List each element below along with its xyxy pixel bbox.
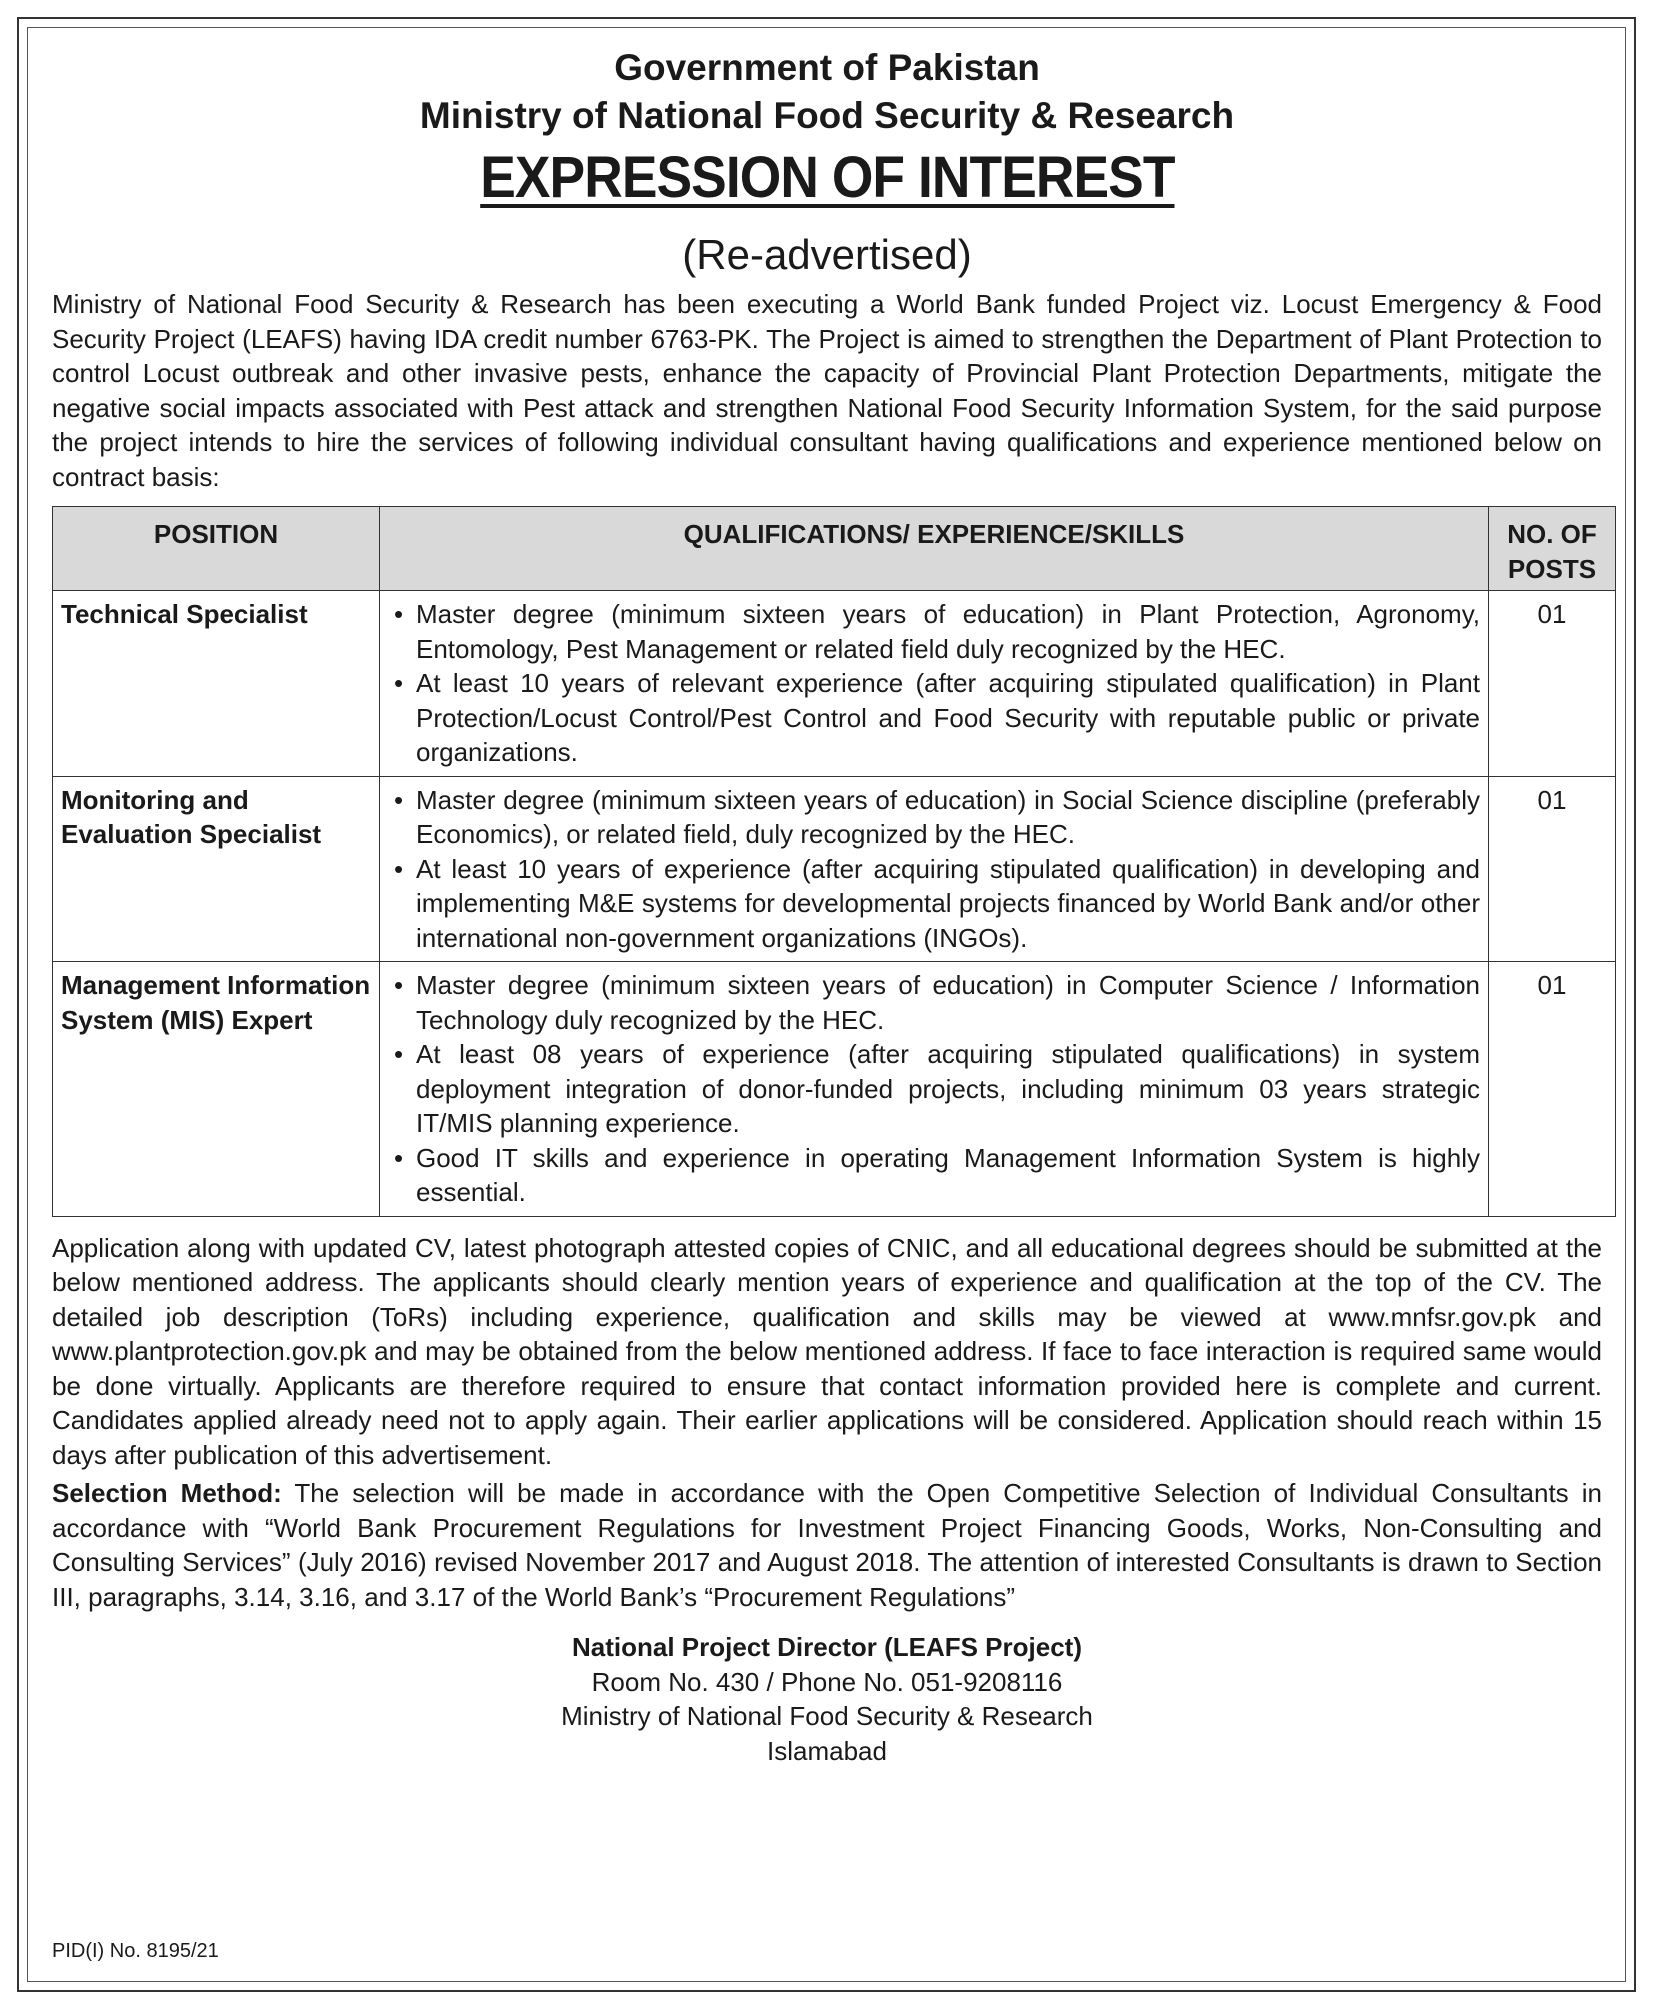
selection-text: The selection will be made in accordance with the Open Competitive Selection of Individual Consultants in accordance with “World Bank Procurement Regulations for Investment Project Financing Goods, Works, Non-Consulting and Consulting Services” (July 2016) revised November 2017 and August 2018. The attention of interested Consultants is drawn to Section III, paragraphs, 3.14, 3.16, and 3.17 of the World Bank’s “Procurement Regulations” xyxy=(52,1478,1602,1612)
signature-block xyxy=(52,1630,1602,1768)
positions-table xyxy=(52,506,1616,1217)
signature-title: National Project Director (LEAFS Project) xyxy=(572,1632,1082,1662)
table-row xyxy=(53,962,1616,1217)
selection-label: Selection Method: xyxy=(52,1478,282,1508)
document-title-text: EXPRESSION OF INTEREST xyxy=(479,145,1175,210)
qualification-item: • At least 10 years of relevant experience (after acquiring stipulated qualification) in Plant Protection/Locust Control/Pest Control and Food Security with reputable public or private organizations. xyxy=(416,666,1480,770)
position-name: Management Information System (MIS) Expert xyxy=(53,962,380,1217)
position-name: Monitoring and Evaluation Specialist xyxy=(53,776,380,962)
table-header-row xyxy=(53,507,1616,591)
header-qualifications: QUALIFICATIONS/ EXPERIENCE/SKILLS xyxy=(380,507,1489,591)
qualification-item: • Master degree (minimum sixteen years of education) in Plant Protection, Agronomy, Entomology, Pest Management or related field duly recognized by the HEC. xyxy=(416,597,1480,666)
document-title xyxy=(52,146,1602,225)
selection-paragraph xyxy=(52,1476,1602,1614)
position-name: Technical Specialist xyxy=(53,591,380,777)
qualification-list xyxy=(388,968,1480,1210)
qualification-item: • At least 08 years of experience (after acquiring stipulated qualifications) in system deployment integration of donor-funded projects, including minimum 03 years strategic IT/MIS planning experience. xyxy=(416,1037,1480,1141)
application-paragraph: Application along with updated CV, latest photograph attested copies of CNIC, and all educational degrees should be submitted at the below mentioned address. The applicants should clearly mention years of experience and qualification at the top of the CV. The detailed job description (ToRs) including experience, qualification and skills may be viewed at www.mnfsr.gov.pk and www.plantprotection.gov.pk and may be obtained from the below mentioned address. If face to face interaction is required same would be done virtually. Applicants are therefore required to ensure that contact information provided here is complete and current. Candidates applied already need not to apply again. Their earlier applications will be considered. Application should reach within 15 days after publication of this advertisement. xyxy=(52,1232,1602,1470)
advertisement xyxy=(52,44,1602,1768)
table-row xyxy=(53,776,1616,962)
header-posts: NO. OF POSTS xyxy=(1489,507,1616,591)
signature-room: Room No. 430 / Phone No. 051-9208116 xyxy=(591,1666,1063,1697)
posts-count: 01 xyxy=(1489,776,1616,962)
ministry-heading: Ministry of National Food Security & Research xyxy=(419,95,1235,136)
government-heading: Government of Pakistan xyxy=(614,47,1040,88)
qualifications-cell xyxy=(380,776,1489,962)
qualification-item: • Good IT skills and experience in operating Management Information System is highly essential. xyxy=(416,1141,1480,1210)
signature-city: Islamabad xyxy=(767,1735,887,1766)
intro-paragraph: Ministry of National Food Security & Research has been executing a World Bank funded Project viz. Locust Emergency & Food Security Project (LEAFS) having IDA credit number 6763-PK. The Project is aimed to strengthen the Department of Plant Protection to control Locust outbreak and other invasive pests, enhance the capacity of Provincial Plant Protection Departments, mitigate the negative social impacts associated with Pest attack and strengthen National Food Security Information System, for the said purpose the project intends to hire the services of following individual consultant having qualifications and experience mentioned below on contract basis: xyxy=(52,289,1602,492)
table-row xyxy=(53,591,1616,777)
qualification-item: • Master degree (minimum sixteen years of education) in Social Science discipline (preferably Economics), or related field, duly recognized by the HEC. xyxy=(416,783,1480,852)
qualifications-cell xyxy=(380,591,1489,777)
document-subtitle: (Re-advertised) xyxy=(682,231,972,278)
posts-count: 01 xyxy=(1489,591,1616,777)
qualification-item: • Master degree (minimum sixteen years of education) in Computer Science / Information Technology duly recognized by the HEC. xyxy=(416,968,1480,1037)
qualification-item: • At least 10 years of experience (after acquiring stipulated qualification) in developing and implementing M&E systems for developmental projects financed by World Bank and/or other international non-government organizations (INGOs). xyxy=(416,852,1480,956)
qualification-list xyxy=(388,597,1480,770)
pid-number: PID(I) No. 8195/21 xyxy=(52,1940,219,1962)
header-position: POSITION xyxy=(53,507,380,591)
qualifications-cell xyxy=(380,962,1489,1217)
signature-ministry: Ministry of National Food Security & Research xyxy=(561,1701,1093,1731)
qualification-list xyxy=(388,783,1480,956)
posts-count: 01 xyxy=(1489,962,1616,1217)
